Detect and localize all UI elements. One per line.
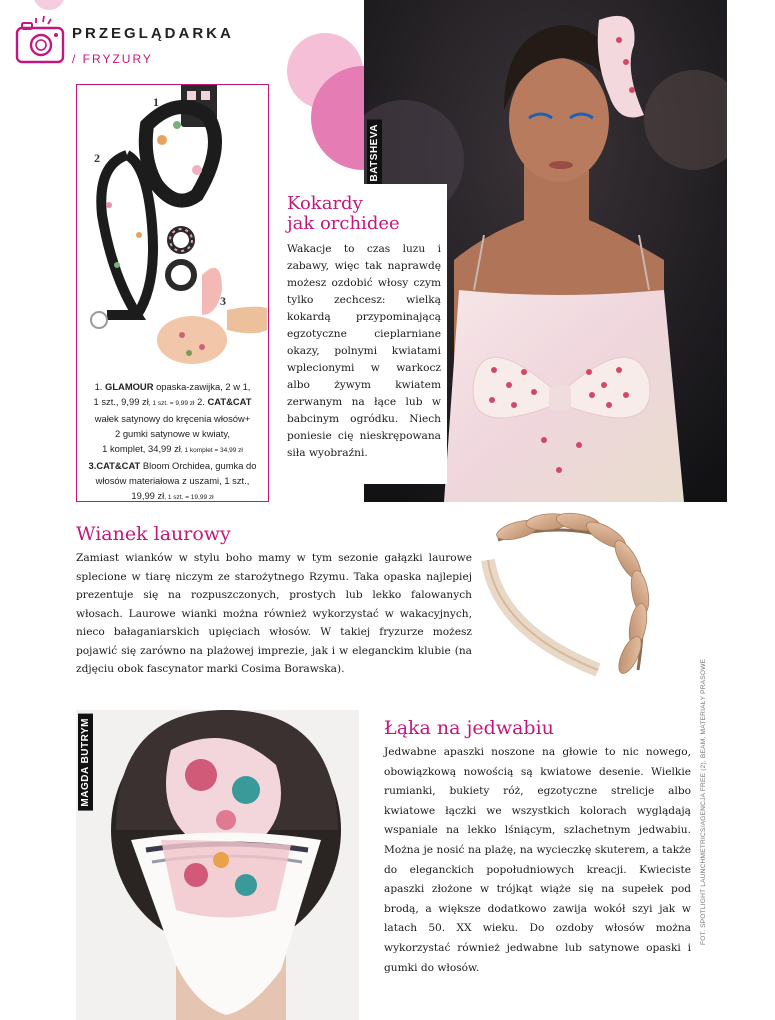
caption-line-3: wałek satynowy do kręcenia włosów+ xyxy=(94,413,251,424)
scarf-photo-credit: MAGDA BUTRYM xyxy=(78,714,93,811)
section-title: PRZEGLĄDARKA xyxy=(72,25,234,42)
silk-title: Łąka na jedwabiu xyxy=(384,717,554,739)
caption-line-4: 2 gumki satynowe w kwiaty, xyxy=(115,428,230,439)
laurel-body: Zamiast wianków w stylu boho mamy w tym sezonie gałązki laurowe splecione w tiarę niczym ze starożytnego Rzymu. Taka opaska najlepiej prezentuje się na rozpuszczonych, prostych lub lekko falowanych włosach. Laurowe wianki można również wykorzystać w wakacyjnych, nieco bałaganiarskich upięciach włosów. W takiej fryzurze możesz pojawić się zarówno na plażowej imprezie, jak i w eleganckim klubie (na zdjęciu obok fascynator marki Cosima Borawska). xyxy=(76,552,472,675)
product-caption xyxy=(83,379,262,505)
orchid-title: Kokardy jak orchidee xyxy=(287,193,400,234)
caption-line-5: 1 komplet, 34,99 zł, 1 komplet = 34,99 zł xyxy=(102,443,243,454)
orchid-body: Wakacje to czas luzu i zabawy, więc tak naprawdę możesz ozdobić włosy czym tylko zechcesz: wielką kokardą przypominającą egzotyczne cieplarniane okazy, polnymi kwiatami wplecionymi w warkocz albo żywym kwiatem zerwanym na łące lub w babcinym ogródku. Niech poniesie cię nieskrępowana siła wyobraźni. xyxy=(287,243,441,459)
scarf-photo xyxy=(76,710,359,1020)
caption-line-8: 19,99 zł, 1 szt. = 19,99 zł xyxy=(131,490,214,501)
product-box xyxy=(76,84,269,502)
product-number-1: 1 xyxy=(153,95,159,109)
runway-photo-credit: BATSHEVA xyxy=(367,120,382,186)
scarf-illustration xyxy=(76,710,359,1020)
caption-line-7: włosów materiałowa z uszami, 1 szt., xyxy=(95,475,250,486)
caption-line-2: 1 szt., 9,99 zł, 1 szt. = 9,99 zł 2. CAT&CAT xyxy=(93,396,252,407)
product-number-3: 3 xyxy=(220,294,226,308)
silk-body: Jedwabne apaszki noszone na głowie to nic nowego, obowiązkową nowością są kwiatowe desenie. Wielkie rumianki, bukiety róż, egzotyczne strelicje albo kwiatowe łączki we wszystkich kolorach wyglądają wspaniale na lekko lśniącym, szlachetnym jedwabiu. Można je nosić na plażę, na wycieczkę skuterem, a także do eleganckich popołudniowych kreacji. Kwieciste apaszki złożone w trójkąt wiąże się na supełek pod brodą, a większe dodatkowo zawija wokół szyi jak w latach 50. XX wieku. Do ozdoby włosów można wykorzystać również jedwabne lub satynowe opaski i gumki do włosów. xyxy=(384,746,691,974)
laurel-title: Wianek laurowy xyxy=(76,523,231,545)
products-illustration xyxy=(77,85,267,375)
caption-line-6: 3.CAT&CAT Bloom Orchidea, gumka do xyxy=(88,460,257,471)
section-subtitle: / FRYZURY xyxy=(72,52,153,66)
caption-line-1: 1. GLAMOUR opaska-zawijka, 2 w 1, xyxy=(94,381,251,392)
camera-icon xyxy=(14,14,66,66)
laurel-headband-image xyxy=(478,500,668,692)
product-number-2: 2 xyxy=(94,151,100,165)
decor-circle-top xyxy=(33,0,65,10)
orchid-article xyxy=(281,184,447,484)
photo-credits: FOT. SPOTLIGHT LAUNCHMETRICS/AGENCJA FREE (2), BEAM, MATERIAŁY PRASOWE xyxy=(700,658,707,945)
